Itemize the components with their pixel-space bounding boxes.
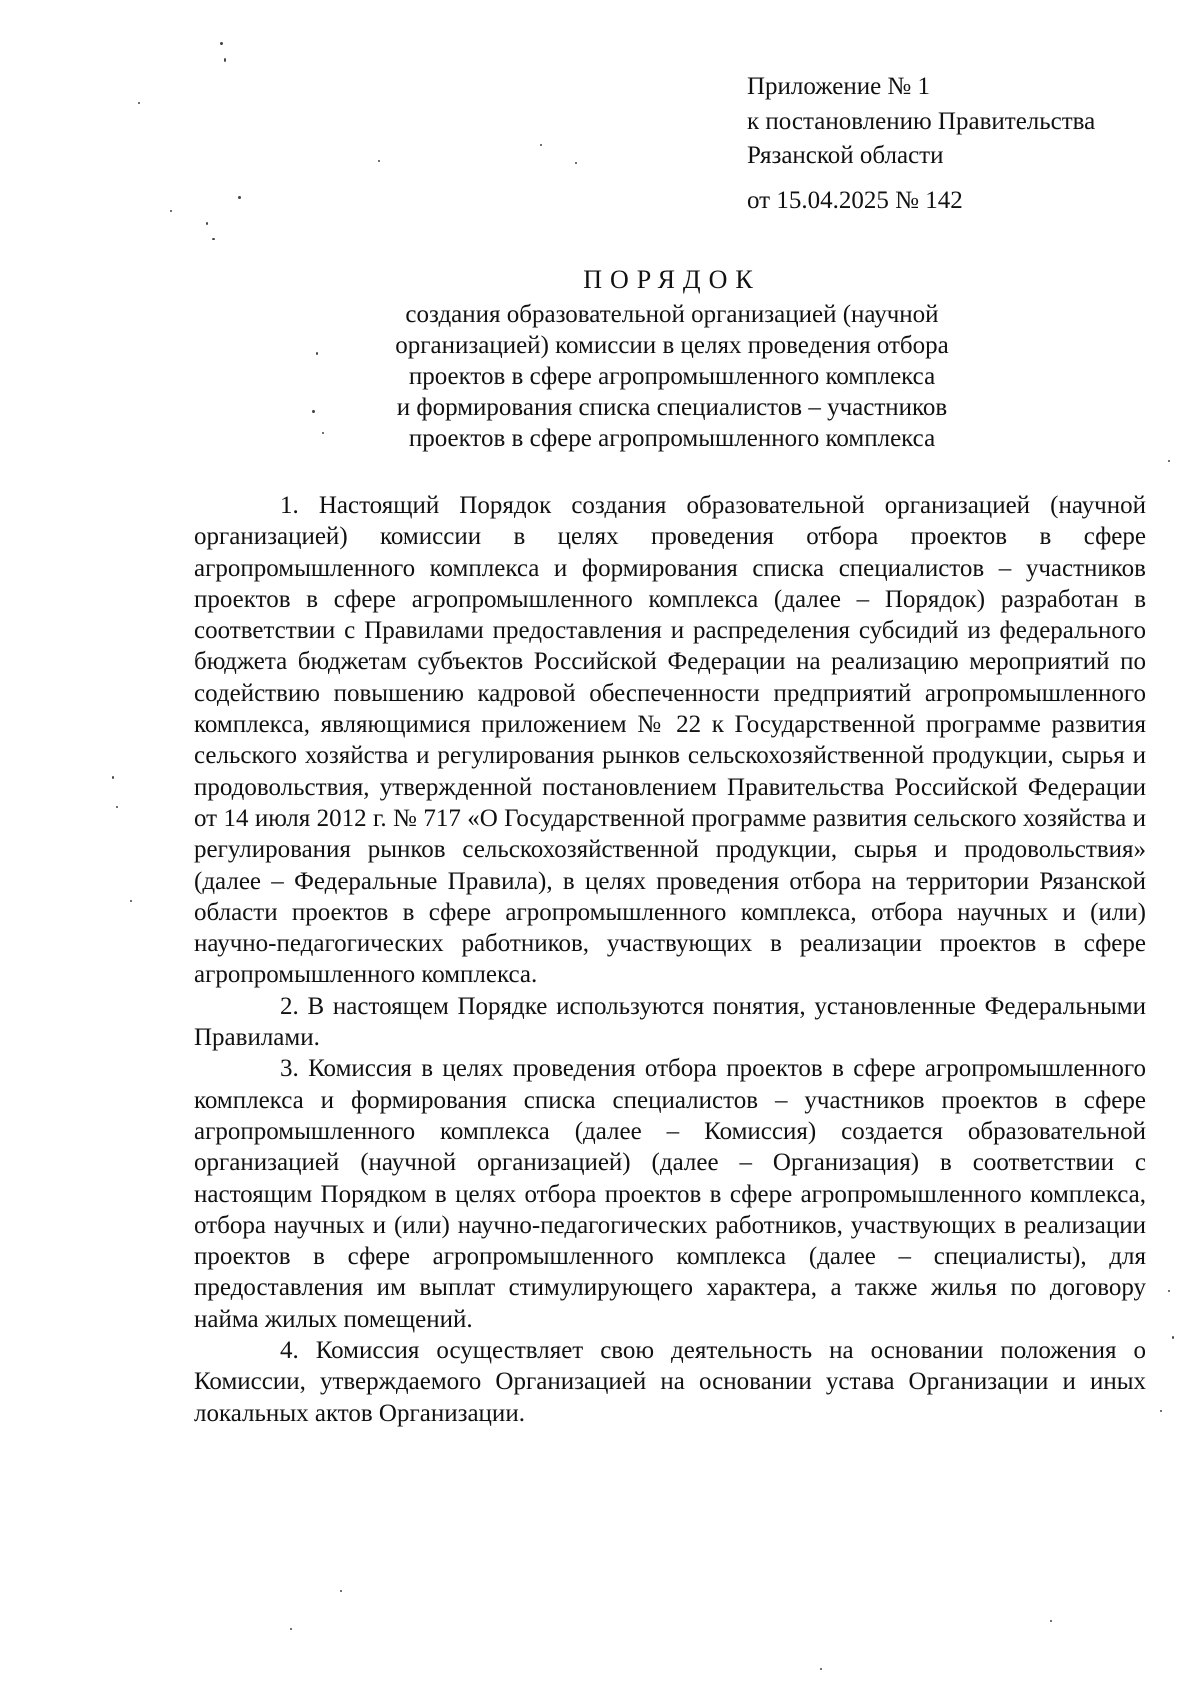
title-heading: ПОРЯДОК (583, 265, 761, 294)
title-line: создания образовательной организацией (научной (405, 301, 939, 328)
appendix-resolution: к постановлению Правительства (747, 107, 1096, 135)
title-line: и формирования списка специалистов – участников (396, 394, 948, 421)
paragraph-4: 4. Комиссия осуществляет свою деятельность на основании положения о Комиссии, утверждаемого Организацией на основании устава Организации и иных локальных актов Организации. (194, 1337, 1146, 1427)
title-line: проектов в сфере агропромышленного комплекса (408, 363, 936, 390)
appendix-number: Приложение № 1 (747, 73, 931, 100)
paragraph-1: 1. Настоящий Порядок создания образовательной организацией (научной организацией) комиссии в целях проведения отбора проектов в сфере агропромышленного комплекса и формирования списка специалистов – участников проектов в сфере агропромышленного комплекса (далее – Порядок) разработан в соответствии с Правилами предоставления и распределения субсидий из федерального бюджета бюджетам субъектов Российской Федерации на реализацию мероприятий по содействию повышению кадровой обеспеченности предприятий агропромышленного комплекса, являющимися приложением № 22 к Государственной программе развития сельского хозяйства и регулирования рынков сельскохозяйственной продукции, сырья и продовольствия, утвержденной постановлением Правительства Российской Федерации от 14 июля 2012 г. № 717 «О Государственной программе развития сельского хозяйства и регулирования рынков сельскохозяйственной продукции, сырья и продовольствия» (далее – Федеральные Правила), в целях проведения отбора на территории Рязанской области проектов в сфере агропромышленного комплекса, отбора научных и (или) научно-педагогических работников, участвующих в реализации проектов в сфере агропромышленного комплекса. (194, 492, 1146, 989)
document-title (300, 264, 1044, 454)
document-body (194, 490, 1146, 1429)
title-line: организацией) комиссии в целях проведения отбора (395, 332, 949, 359)
paragraph-3: 3. Комиссия в целях проведения отбора проектов в сфере агропромышленного комплекса и формирования списка специалистов – участников проектов в сфере агропромышленного комплекса (далее – Комиссия) создается образовательной организацией (научной организацией) (далее – Организация) в соответствии с настоящим Порядком в целях отбора проектов в сфере агропромышленного комплекса, отбора научных и (или) научно-педагогических работников, участвующих в реализации проектов в сфере агропромышленного комплекса (далее – специалисты), для предоставления им выплат стимулирующего характера, а также жилья по договору найма жилых помещений. (194, 1055, 1146, 1333)
appendix-header (747, 70, 1167, 218)
appendix-date: от 15.04.2025 № 142 (747, 186, 963, 214)
appendix-region: Рязанской области (747, 142, 944, 169)
paragraph-2: 2. В настоящем Порядке используются понятия, установленные Федеральными Правилами. (194, 992, 1146, 1052)
title-line: проектов в сфере агропромышленного комплекса (408, 425, 936, 452)
